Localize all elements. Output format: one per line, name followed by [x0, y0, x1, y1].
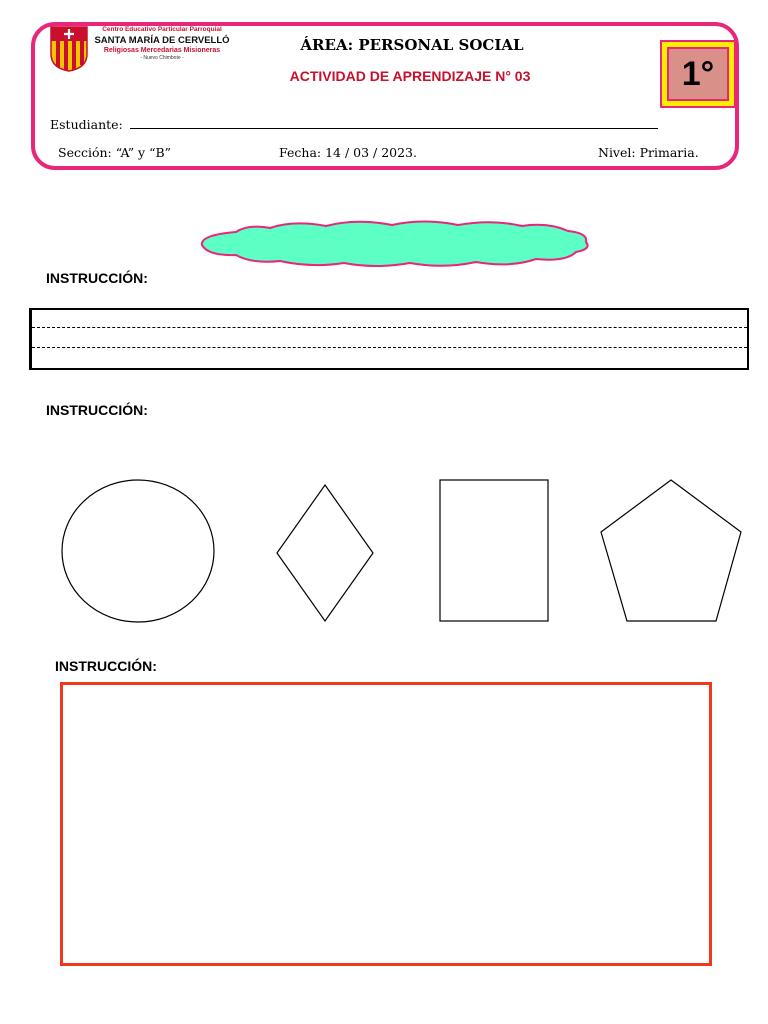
cloud-icon — [196, 218, 596, 270]
circle-icon — [62, 480, 214, 622]
instruction-3: INSTRUCCIÓN: — [55, 658, 157, 674]
grade-label: 1° — [667, 47, 729, 101]
rectangle-icon — [440, 480, 548, 621]
instruction-2: INSTRUCCIÓN: — [46, 402, 148, 418]
logo-line-4: - Nuevo Chimbote - — [140, 55, 184, 61]
diamond-icon — [277, 485, 373, 621]
student-label: Estudiante: — [50, 117, 123, 132]
activity-title: ACTIVIDAD DE APRENDIZAJE N° 03 — [289, 68, 531, 84]
dashed-guide-line — [32, 347, 747, 348]
writing-lines-box[interactable] — [29, 308, 749, 370]
section-text: Sección: “A” y “B” — [58, 145, 172, 160]
pentagon-icon — [601, 480, 741, 621]
grade-badge — [660, 40, 736, 108]
logo-line-1: Centro Educativo Particular Parroquial — [102, 26, 222, 33]
area-title: ÁREA: PERSONAL SOCIAL — [300, 36, 524, 54]
shapes-row — [0, 470, 768, 630]
drawing-answer-box[interactable] — [60, 682, 712, 966]
logo-line-2: SANTA MARÍA DE CERVELLÓ — [94, 34, 230, 46]
dashed-guide-line — [32, 327, 747, 328]
level-text: Nivel: Primaria. — [598, 145, 699, 160]
student-name-blank[interactable] — [130, 116, 658, 129]
date-text: Fecha: 14 / 03 / 2023. — [279, 145, 417, 160]
instruction-1: INSTRUCCIÓN: — [46, 270, 148, 286]
logo-line-3: Religiosas Mercedarias Misioneras — [103, 47, 221, 54]
student-name-row — [50, 116, 658, 132]
